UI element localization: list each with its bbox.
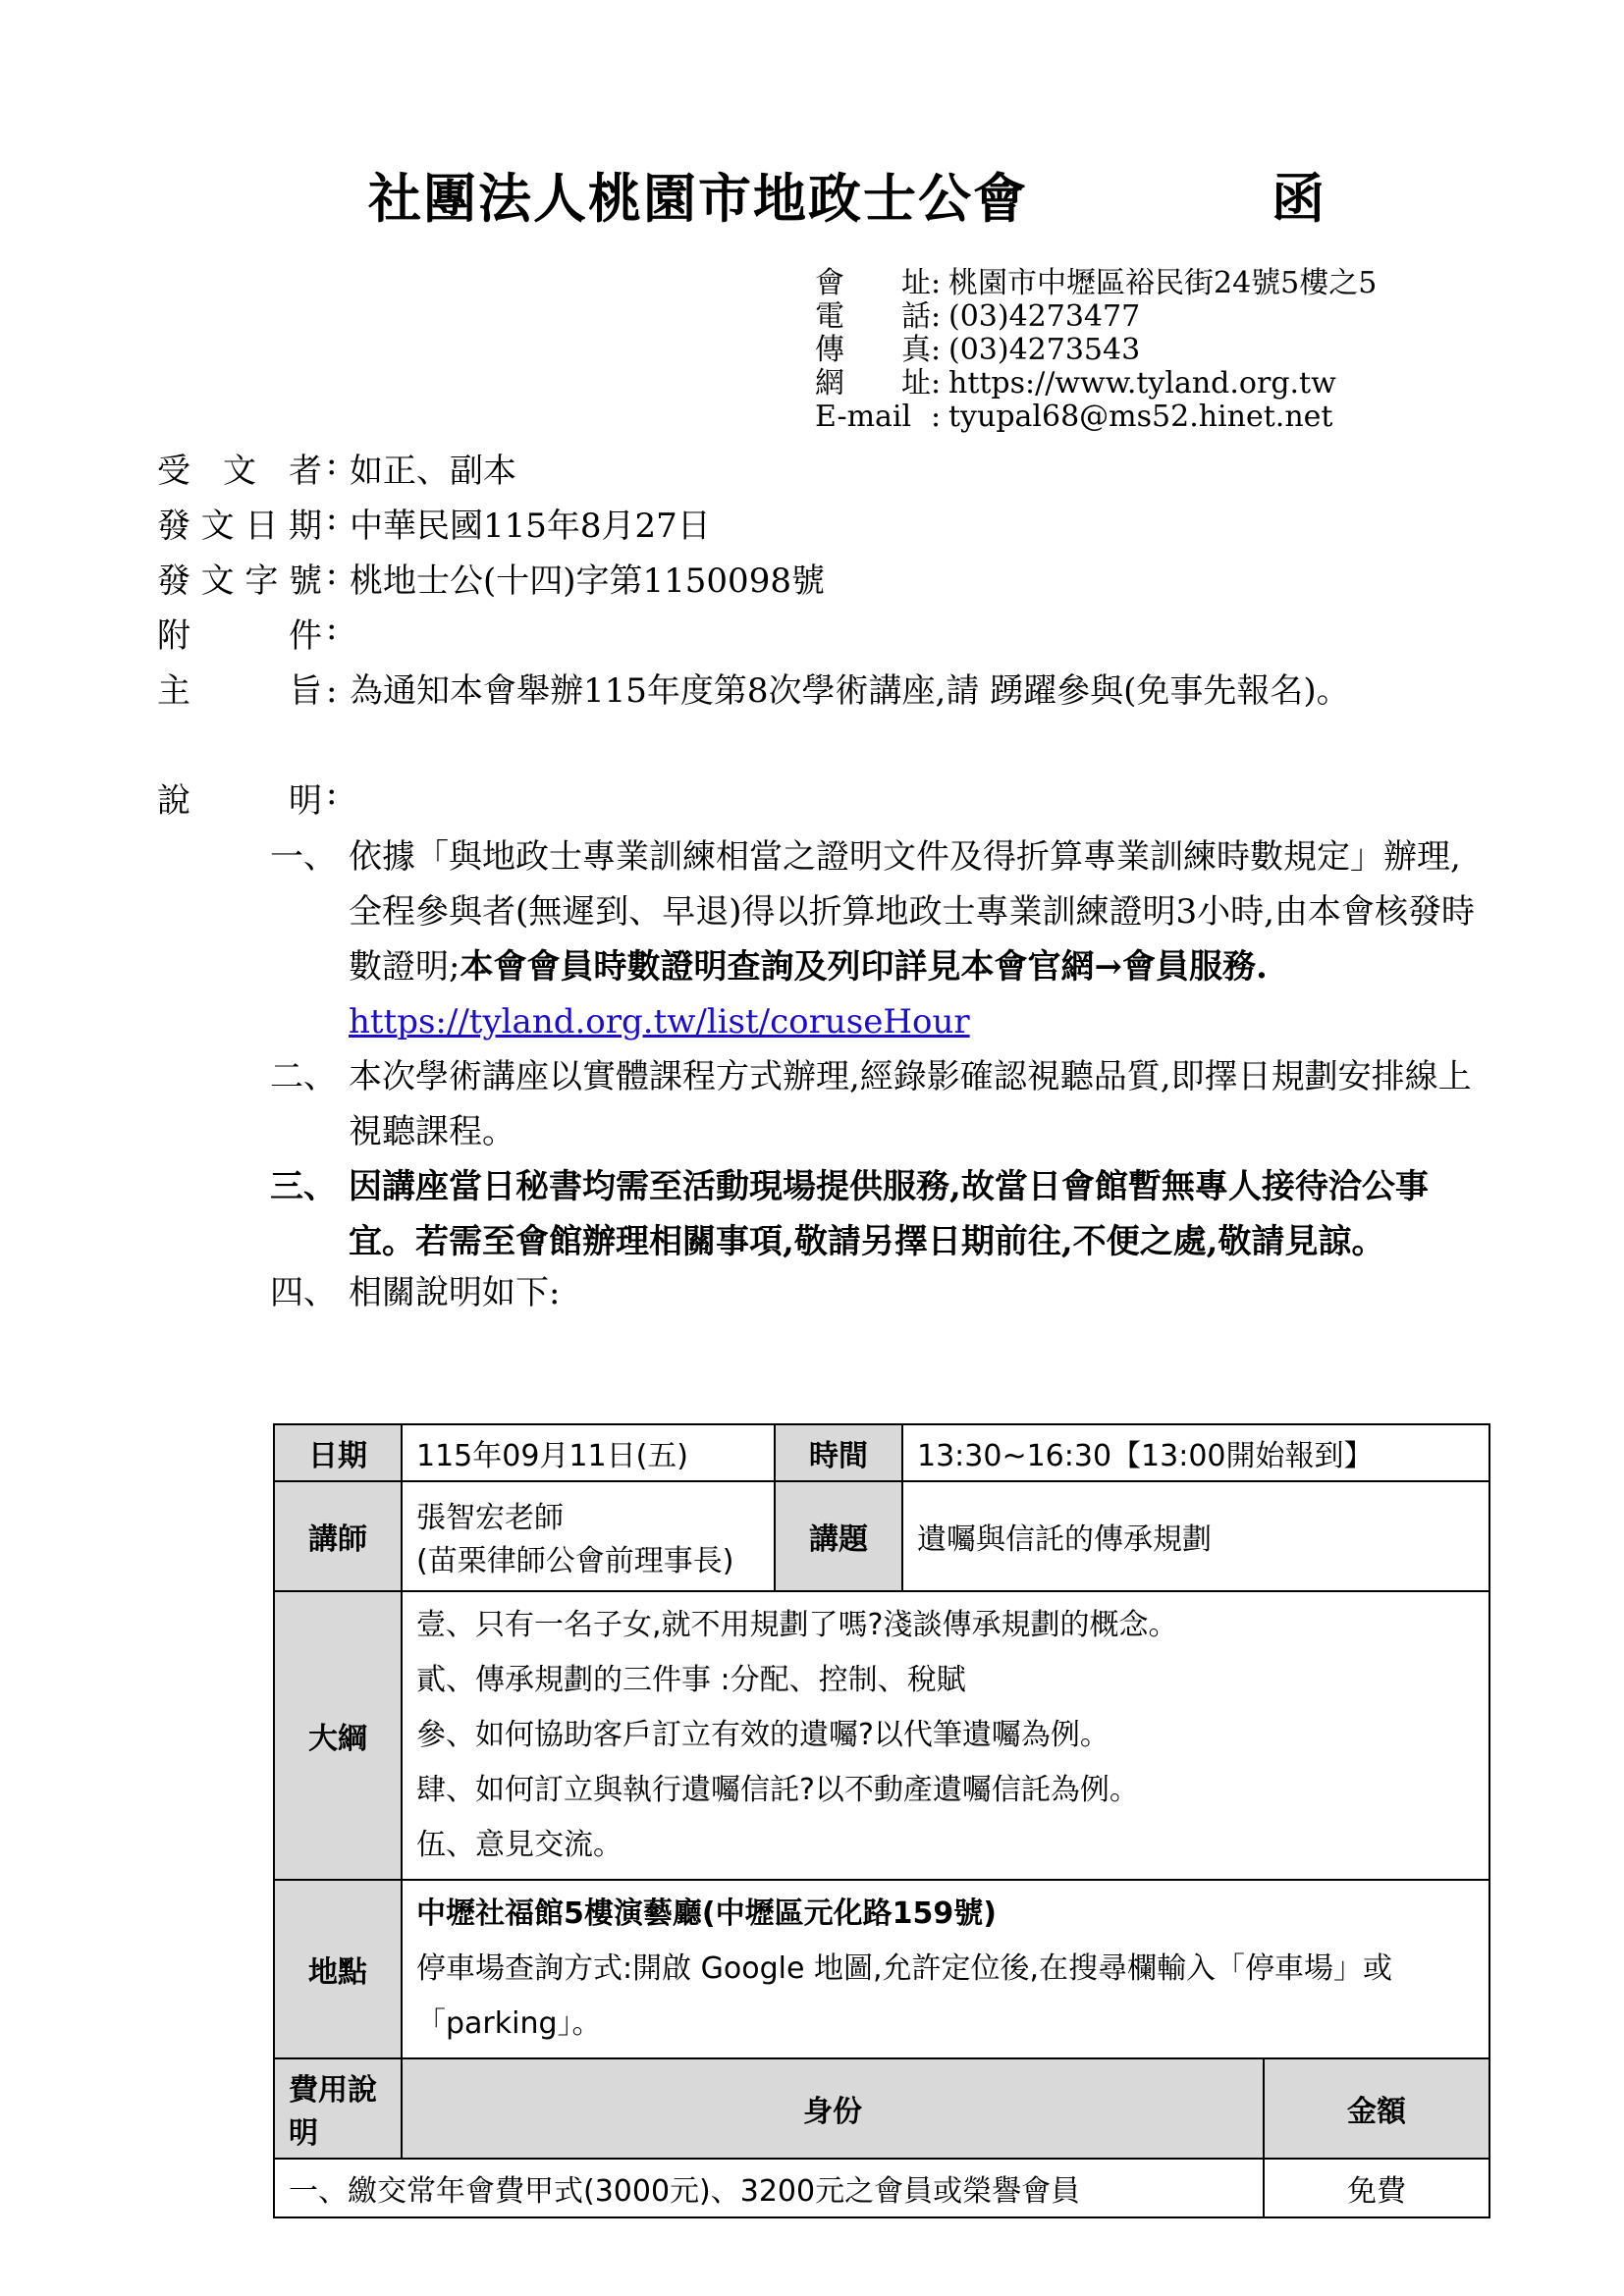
document-page: 社團法人桃園市地政士公會 函 會址 : 桃園市中壢區裕民街24號5樓之5 電話 : (03)4273477 傳真 : (03)4273543 網址 : https://www.tyland.org.tw E-mail : tyupal68@ms52.hinet.net 受文者 : 如正、副本 發文日期 : 中華民國115年8月27日 發文字號 : 桃地士公(十四)字第1150098號 附件 : 主旨 : 為通知本會舉辦115年度第8次學術講座,請 踴躍參與(免事先報名)。 說明 : 一、 依據「與地政士專業訓練相當之證明文件及得折算專業訓練時數規定」辦理,全程參與者(無遲到、早退)得以折算地政士專業訓練證明3小時,由本會核發時數證明;本會會員時數證明查詢及列印詳見本會官網→會員服務. https://tyland.org.tw/list/coruseHour 二、 本次學術講座以實體課程方式辦理,經錄影確認視聽品質,即擇日規劃安排線上視聽課程。 三、 因講座當日秘書均需至活動現場提供服務,故當日會館暫無專人接待洽公事宜。若需至會館辦理相關事項,敬請另擇日期前往,不便之處,敬請見諒。 四、 相關說明如下: 日期 115年09月11日(五) 時間 13:30~16:30【13:00開始報到】 講師 張智宏老師 (苗栗律師公會前理事長) 講題 遺囑與信託的傳承規劃 大綱 壹、只有一名子女,就不用規劃了嗎?淺談傳承規劃的概念。 貳、傳承規劃的三件事 :分配、控制、稅賦 參、如何協助客戶訂立有效的遺囑?以代筆遺囑為例。 肆、如何訂立與執行遺囑信託?以不動產遺囑信託為例。 伍、意見交流。 地點 中壢社福館5樓演藝廳(中壢區元化路159號) 停車場查詢方式:開啟 Google 地圖,允許定位後,在搜尋欄輸入「停車場」或「parking」。 費用說明 身份 金額 一、繳交常年會費甲式(3000元)、3200元之會員或榮譽會員 免費 — [0, 0, 1624, 2296]
explanation-item-3 — [270, 1159, 1488, 1269]
fee-header-row — [274, 2058, 1489, 2159]
explanation-item-4 — [270, 1269, 1488, 1316]
item-number: 二、 — [270, 1057, 337, 1096]
contact-label: E-mail — [815, 400, 912, 434]
lecturer-title: (苗栗律師公會前理事長) — [416, 1544, 734, 1578]
item-text: 依據「與地政士專業訓練相當之證明文件及得折算專業訓練時數規定」辦理,全程參與者(無遲到、早退)得以折算地政士專業訓練證明3小時,由本會核發時數證明; — [349, 837, 1475, 987]
date-label: 日期 — [274, 1424, 402, 1481]
course-hour-link[interactable]: https://tyland.org.tw/list/coruseHour — [349, 1002, 970, 1041]
item-number: 一、 — [270, 837, 337, 877]
time-value: 13:30~16:30【13:00開始報到】 — [902, 1424, 1489, 1481]
outline-item: 肆、如何訂立與執行遺囑信託?以不動產遺囑信託為例。 — [416, 1773, 1139, 1807]
outline-label: 大綱 — [274, 1591, 402, 1880]
contact-value: https://www.tyland.org.tw — [948, 366, 1336, 400]
fee-amount: 免費 — [1264, 2159, 1489, 2217]
subject-text: 為通知本會舉辦115年度第8次學術講座,請 踴躍參與(免事先報名)。 — [350, 671, 1350, 711]
outline-item: 壹、只有一名子女,就不用規劃了嗎?淺談傳承規劃的概念。 — [416, 1608, 1178, 1642]
table-row — [274, 1481, 1489, 1591]
item-bold-text: 本會會員時數證明查詢及列印詳見本會官網→會員服務. — [460, 947, 1268, 987]
amount-label: 金額 — [1264, 2058, 1489, 2159]
item-text: 因講座當日秘書均需至活動現場提供服務,故當日會館暫無專人接待洽公事宜。若需至會館辦理相關事項,敬請另擇日期前往,不便之處,敬請見諒。 — [349, 1167, 1429, 1261]
doc-kind: 函 — [1272, 167, 1325, 230]
identity-label: 身份 — [402, 2058, 1264, 2159]
table-row — [274, 1880, 1489, 2058]
contact-website: 網址 : https://www.tyland.org.tw — [815, 366, 1336, 400]
item-text: 相關說明如下: — [349, 1273, 561, 1312]
item-number: 四、 — [270, 1273, 337, 1312]
table-row — [274, 1591, 1489, 1880]
explanation-item-1 — [270, 829, 1488, 1049]
contact-label: 傳真 — [815, 333, 931, 367]
outline-item: 參、如何協助客戶訂立有效的遺囑?以代筆遺囑為例。 — [416, 1718, 1110, 1752]
contact-phone: 電話 : (03)4273477 — [815, 299, 1141, 334]
meta-value: 桃地士公(十四)字第1150098號 — [350, 561, 825, 601]
outline-item: 貳、傳承規劃的三件事 :分配、控制、稅賦 — [416, 1663, 966, 1697]
table-row — [274, 1424, 1489, 1481]
topic-value: 遺囑與信託的傳承規劃 — [902, 1481, 1489, 1591]
outline-item: 伍、意見交流。 — [416, 1828, 623, 1862]
venue-name: 中壢社福館5樓演藝廳(中壢區元化路159號) — [416, 1896, 997, 1931]
lecturer-name: 張智宏老師 — [416, 1501, 564, 1535]
fee-label: 費用說明 — [274, 2058, 402, 2159]
meta-label: 附件 — [157, 616, 322, 656]
explanation-items — [270, 829, 1488, 1316]
contact-label: 會址 — [815, 266, 931, 300]
contact-address: 會址 : 桃園市中壢區裕民街24號5樓之5 — [815, 266, 1378, 300]
item-text: 本次學術講座以實體課程方式辦理,經錄影確認視聽品質,即擇日規劃安排線上視聽課程。 — [349, 1057, 1472, 1151]
time-label: 時間 — [775, 1424, 902, 1481]
contact-fax: 傳真 : (03)4273543 — [815, 333, 1141, 367]
item-number: 三、 — [270, 1167, 337, 1206]
contact-value: (03)4273477 — [948, 299, 1141, 334]
explanation-item-2 — [270, 1049, 1488, 1159]
meta-label: 受文者 — [157, 452, 322, 491]
contact-label: 網址 — [815, 366, 931, 400]
contact-value: 桃園市中壢區裕民街24號5樓之5 — [948, 266, 1378, 300]
meta-value: 中華民國115年8月27日 — [350, 507, 711, 546]
contact-block — [815, 267, 1377, 434]
contact-value: (03)4273543 — [948, 333, 1141, 367]
topic-label: 講題 — [775, 1481, 902, 1591]
date-value: 115年09月11日(五) — [402, 1424, 775, 1481]
meta-value: 如正、副本 — [350, 452, 516, 491]
fee-identity: 一、繳交常年會費甲式(3000元)、3200元之會員或榮譽會員 — [274, 2159, 1264, 2217]
outline-cell — [402, 1591, 1489, 1880]
meta-label: 發文字號 — [157, 561, 322, 601]
contact-label: 電話 — [815, 299, 931, 334]
contact-email: E-mail : tyupal68@ms52.hinet.net — [815, 400, 1333, 434]
document-title — [0, 157, 1624, 236]
lecture-info-table — [273, 1423, 1490, 2218]
org-name: 社團法人桃園市地政士公會 — [368, 167, 1028, 230]
meta-label: 發文日期 — [157, 507, 322, 546]
subject-label: 主旨 — [157, 671, 322, 711]
lecturer-cell — [402, 1481, 775, 1591]
venue-cell — [402, 1880, 1489, 2058]
contact-value: tyupal68@ms52.hinet.net — [948, 400, 1333, 434]
explanation-label: 說明 — [157, 781, 322, 821]
venue-label: 地點 — [274, 1880, 402, 2058]
venue-note: 停車場查詢方式:開啟 Google 地圖,允許定位後,在搜尋欄輸入「停車場」或「parking」。 — [416, 1951, 1393, 2041]
fee-row — [274, 2159, 1489, 2217]
lecturer-label: 講師 — [274, 1481, 402, 1591]
